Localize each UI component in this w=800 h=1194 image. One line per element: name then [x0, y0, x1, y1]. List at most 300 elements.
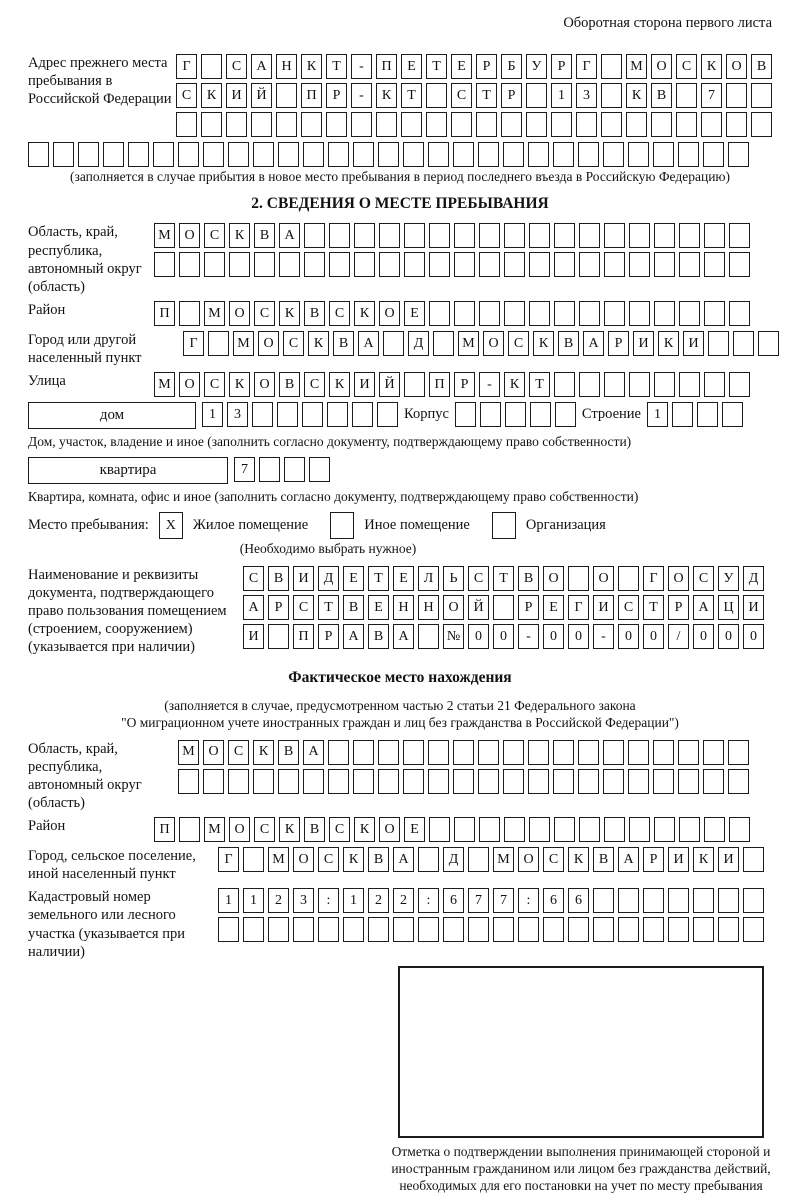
char-box[interactable]: М	[458, 331, 479, 356]
char-box[interactable]: О	[543, 566, 564, 591]
char-box[interactable]	[603, 769, 624, 794]
char-box[interactable]	[579, 223, 600, 248]
char-box[interactable]: К	[354, 817, 375, 842]
char-box[interactable]	[203, 769, 224, 794]
char-box[interactable]: Й	[379, 372, 400, 397]
char-box[interactable]	[679, 223, 700, 248]
char-box[interactable]	[179, 817, 200, 842]
char-box[interactable]	[643, 888, 664, 913]
char-box[interactable]	[418, 847, 439, 872]
char-box[interactable]: В	[343, 595, 364, 620]
char-box[interactable]: К	[701, 54, 722, 79]
char-box[interactable]	[468, 847, 489, 872]
char-box[interactable]	[493, 595, 514, 620]
char-box[interactable]	[376, 112, 397, 137]
char-box[interactable]: К	[504, 372, 525, 397]
char-box[interactable]: С	[508, 331, 529, 356]
char-box[interactable]	[628, 740, 649, 765]
char-box[interactable]: С	[304, 372, 325, 397]
char-box[interactable]	[629, 223, 650, 248]
char-box[interactable]: К	[229, 223, 250, 248]
char-box[interactable]	[128, 142, 149, 167]
char-box[interactable]	[528, 740, 549, 765]
char-box[interactable]	[579, 252, 600, 277]
char-box[interactable]	[404, 372, 425, 397]
char-box[interactable]: А	[251, 54, 272, 79]
char-box[interactable]: Р	[454, 372, 475, 397]
char-box[interactable]	[693, 888, 714, 913]
char-box[interactable]	[178, 142, 199, 167]
char-box[interactable]: С	[254, 301, 275, 326]
char-box[interactable]: А	[279, 223, 300, 248]
char-box[interactable]: О	[293, 847, 314, 872]
char-box[interactable]	[78, 142, 99, 167]
char-box[interactable]	[251, 112, 272, 137]
char-box[interactable]	[243, 847, 264, 872]
char-box[interactable]	[328, 769, 349, 794]
char-box[interactable]: К	[693, 847, 714, 872]
char-box[interactable]	[701, 112, 722, 137]
char-box[interactable]: 2	[368, 888, 389, 913]
char-box[interactable]: А	[393, 847, 414, 872]
char-box[interactable]: 2	[268, 888, 289, 913]
char-box[interactable]	[453, 142, 474, 167]
char-box[interactable]	[208, 331, 229, 356]
residential-checkbox[interactable]: X	[159, 512, 183, 539]
char-box[interactable]: Т	[318, 595, 339, 620]
char-box[interactable]	[553, 142, 574, 167]
char-box[interactable]	[254, 252, 275, 277]
char-box[interactable]: С	[293, 595, 314, 620]
char-box[interactable]: Г	[176, 54, 197, 79]
char-box[interactable]: Р	[643, 847, 664, 872]
char-box[interactable]: О	[593, 566, 614, 591]
char-box[interactable]: Т	[368, 566, 389, 591]
char-box[interactable]	[253, 142, 274, 167]
char-box[interactable]: Т	[426, 54, 447, 79]
char-box[interactable]	[379, 223, 400, 248]
char-box[interactable]	[201, 54, 222, 79]
char-box[interactable]: 0	[693, 624, 714, 649]
char-box[interactable]	[628, 142, 649, 167]
char-box[interactable]	[279, 252, 300, 277]
char-box[interactable]: -	[518, 624, 539, 649]
char-box[interactable]	[729, 252, 750, 277]
char-box[interactable]: И	[293, 566, 314, 591]
char-box[interactable]	[668, 888, 689, 913]
char-box[interactable]: С	[468, 566, 489, 591]
char-box[interactable]: О	[258, 331, 279, 356]
char-box[interactable]	[668, 917, 689, 942]
char-box[interactable]	[377, 402, 398, 427]
char-box[interactable]	[478, 769, 499, 794]
char-box[interactable]	[654, 817, 675, 842]
char-box[interactable]: Е	[451, 54, 472, 79]
char-box[interactable]: В	[651, 83, 672, 108]
char-box[interactable]	[626, 112, 647, 137]
char-box[interactable]	[729, 301, 750, 326]
char-box[interactable]	[201, 112, 222, 137]
char-box[interactable]: С	[254, 817, 275, 842]
char-box[interactable]	[368, 917, 389, 942]
char-box[interactable]: Д	[318, 566, 339, 591]
char-box[interactable]	[504, 817, 525, 842]
char-box[interactable]	[503, 740, 524, 765]
char-box[interactable]: А	[618, 847, 639, 872]
char-box[interactable]	[529, 301, 550, 326]
char-box[interactable]: :	[418, 888, 439, 913]
char-box[interactable]	[278, 142, 299, 167]
char-box[interactable]	[351, 112, 372, 137]
char-box[interactable]	[653, 769, 674, 794]
char-box[interactable]: У	[526, 54, 547, 79]
char-box[interactable]	[618, 888, 639, 913]
char-box[interactable]: 0	[493, 624, 514, 649]
char-box[interactable]: С	[204, 223, 225, 248]
char-box[interactable]: 7	[493, 888, 514, 913]
char-box[interactable]	[252, 402, 273, 427]
char-box[interactable]	[454, 223, 475, 248]
char-box[interactable]: М	[204, 817, 225, 842]
char-box[interactable]	[579, 301, 600, 326]
char-box[interactable]: 0	[543, 624, 564, 649]
char-box[interactable]	[328, 740, 349, 765]
char-box[interactable]: 7	[234, 457, 255, 482]
char-box[interactable]	[728, 769, 749, 794]
char-box[interactable]: С	[329, 817, 350, 842]
char-box[interactable]	[429, 223, 450, 248]
char-box[interactable]	[528, 769, 549, 794]
char-box[interactable]	[603, 142, 624, 167]
char-box[interactable]: К	[533, 331, 554, 356]
char-box[interactable]	[501, 112, 522, 137]
char-box[interactable]	[479, 252, 500, 277]
char-box[interactable]	[103, 142, 124, 167]
char-box[interactable]	[429, 301, 450, 326]
char-box[interactable]: В	[593, 847, 614, 872]
char-box[interactable]	[653, 142, 674, 167]
char-box[interactable]: В	[254, 223, 275, 248]
char-box[interactable]: Г	[218, 847, 239, 872]
char-box[interactable]: 3	[227, 402, 248, 427]
char-box[interactable]	[277, 402, 298, 427]
char-box[interactable]	[526, 112, 547, 137]
char-box[interactable]: А	[583, 331, 604, 356]
char-box[interactable]	[743, 917, 764, 942]
char-box[interactable]	[603, 740, 624, 765]
char-box[interactable]	[601, 54, 622, 79]
char-box[interactable]	[729, 223, 750, 248]
char-box[interactable]: Т	[529, 372, 550, 397]
char-box[interactable]: С	[204, 372, 225, 397]
char-box[interactable]	[176, 112, 197, 137]
char-box[interactable]: В	[333, 331, 354, 356]
char-box[interactable]: К	[308, 331, 329, 356]
char-box[interactable]: 0	[618, 624, 639, 649]
char-box[interactable]	[618, 917, 639, 942]
char-box[interactable]	[504, 301, 525, 326]
char-box[interactable]	[654, 301, 675, 326]
char-box[interactable]	[503, 142, 524, 167]
char-box[interactable]: Р	[476, 54, 497, 79]
char-box[interactable]	[453, 769, 474, 794]
char-box[interactable]	[179, 301, 200, 326]
char-box[interactable]: 1	[243, 888, 264, 913]
char-box[interactable]	[454, 252, 475, 277]
char-box[interactable]	[543, 917, 564, 942]
char-box[interactable]	[268, 917, 289, 942]
char-box[interactable]: -	[479, 372, 500, 397]
char-box[interactable]: М	[154, 223, 175, 248]
other-premises-checkbox[interactable]	[330, 512, 354, 539]
char-box[interactable]: С	[676, 54, 697, 79]
char-box[interactable]: 3	[576, 83, 597, 108]
char-box[interactable]	[628, 769, 649, 794]
char-box[interactable]	[179, 252, 200, 277]
char-box[interactable]: С	[693, 566, 714, 591]
char-box[interactable]	[428, 740, 449, 765]
char-box[interactable]: К	[354, 301, 375, 326]
char-box[interactable]	[568, 566, 589, 591]
char-box[interactable]	[229, 252, 250, 277]
char-box[interactable]: Р	[518, 595, 539, 620]
char-box[interactable]	[530, 402, 551, 427]
char-box[interactable]: 1	[218, 888, 239, 913]
char-box[interactable]	[504, 223, 525, 248]
char-box[interactable]	[343, 917, 364, 942]
char-box[interactable]	[504, 252, 525, 277]
char-box[interactable]: -	[351, 54, 372, 79]
char-box[interactable]: О	[726, 54, 747, 79]
char-box[interactable]	[318, 917, 339, 942]
char-box[interactable]	[404, 252, 425, 277]
char-box[interactable]	[503, 769, 524, 794]
char-box[interactable]: Р	[551, 54, 572, 79]
char-box[interactable]	[554, 372, 575, 397]
char-box[interactable]: -	[351, 83, 372, 108]
char-box[interactable]	[743, 888, 764, 913]
char-box[interactable]	[654, 252, 675, 277]
house-type-box[interactable]	[28, 402, 196, 429]
char-box[interactable]	[679, 817, 700, 842]
char-box[interactable]	[378, 740, 399, 765]
char-box[interactable]	[401, 112, 422, 137]
char-box[interactable]	[703, 142, 724, 167]
char-box[interactable]	[733, 331, 754, 356]
char-box[interactable]	[443, 917, 464, 942]
char-box[interactable]: П	[293, 624, 314, 649]
char-box[interactable]: 0	[468, 624, 489, 649]
char-box[interactable]	[554, 301, 575, 326]
char-box[interactable]	[418, 624, 439, 649]
char-box[interactable]: И	[683, 331, 704, 356]
char-box[interactable]: В	[304, 817, 325, 842]
char-box[interactable]	[353, 142, 374, 167]
char-box[interactable]	[309, 457, 330, 482]
char-box[interactable]	[178, 769, 199, 794]
char-box[interactable]	[704, 372, 725, 397]
char-box[interactable]: Р	[608, 331, 629, 356]
char-box[interactable]: И	[354, 372, 375, 397]
char-box[interactable]: Е	[404, 301, 425, 326]
apartment-type-box[interactable]	[28, 457, 228, 484]
char-box[interactable]: О	[229, 817, 250, 842]
char-box[interactable]: О	[203, 740, 224, 765]
char-box[interactable]	[518, 917, 539, 942]
char-box[interactable]: У	[718, 566, 739, 591]
char-box[interactable]: М	[233, 331, 254, 356]
char-box[interactable]	[704, 223, 725, 248]
char-box[interactable]	[301, 112, 322, 137]
char-box[interactable]	[629, 817, 650, 842]
char-box[interactable]: С	[283, 331, 304, 356]
char-box[interactable]: К	[329, 372, 350, 397]
char-box[interactable]: Р	[326, 83, 347, 108]
char-box[interactable]	[403, 740, 424, 765]
char-box[interactable]	[428, 142, 449, 167]
char-box[interactable]	[328, 142, 349, 167]
char-box[interactable]	[393, 917, 414, 942]
char-box[interactable]	[228, 142, 249, 167]
char-box[interactable]: Е	[368, 595, 389, 620]
char-box[interactable]: А	[243, 595, 264, 620]
char-box[interactable]	[578, 769, 599, 794]
char-box[interactable]: Т	[476, 83, 497, 108]
char-box[interactable]	[568, 917, 589, 942]
char-box[interactable]: В	[368, 847, 389, 872]
char-box[interactable]	[480, 402, 501, 427]
char-box[interactable]: С	[318, 847, 339, 872]
char-box[interactable]	[327, 402, 348, 427]
char-box[interactable]	[726, 83, 747, 108]
char-box[interactable]: /	[668, 624, 689, 649]
char-box[interactable]	[722, 402, 743, 427]
char-box[interactable]	[704, 817, 725, 842]
char-box[interactable]: А	[393, 624, 414, 649]
char-box[interactable]	[493, 917, 514, 942]
char-box[interactable]	[629, 252, 650, 277]
char-box[interactable]: Г	[643, 566, 664, 591]
char-box[interactable]: О	[518, 847, 539, 872]
char-box[interactable]: О	[379, 817, 400, 842]
char-box[interactable]: 0	[643, 624, 664, 649]
char-box[interactable]: М	[268, 847, 289, 872]
char-box[interactable]	[678, 769, 699, 794]
char-box[interactable]	[554, 252, 575, 277]
char-box[interactable]	[553, 769, 574, 794]
char-box[interactable]	[676, 83, 697, 108]
char-box[interactable]: С	[176, 83, 197, 108]
char-box[interactable]	[697, 402, 718, 427]
char-box[interactable]: К	[626, 83, 647, 108]
char-box[interactable]: И	[718, 847, 739, 872]
char-box[interactable]: Е	[404, 817, 425, 842]
char-box[interactable]	[579, 372, 600, 397]
char-box[interactable]	[203, 142, 224, 167]
char-box[interactable]	[276, 83, 297, 108]
char-box[interactable]	[743, 847, 764, 872]
char-box[interactable]	[253, 769, 274, 794]
char-box[interactable]	[601, 83, 622, 108]
char-box[interactable]: Р	[668, 595, 689, 620]
char-box[interactable]: Й	[251, 83, 272, 108]
char-box[interactable]	[529, 252, 550, 277]
char-box[interactable]	[758, 331, 779, 356]
char-box[interactable]: М	[154, 372, 175, 397]
char-box[interactable]	[404, 223, 425, 248]
char-box[interactable]	[379, 252, 400, 277]
char-box[interactable]	[478, 740, 499, 765]
char-box[interactable]	[218, 917, 239, 942]
char-box[interactable]: П	[154, 817, 175, 842]
char-box[interactable]	[454, 301, 475, 326]
char-box[interactable]: В	[751, 54, 772, 79]
char-box[interactable]	[353, 740, 374, 765]
char-box[interactable]: О	[651, 54, 672, 79]
char-box[interactable]: О	[379, 301, 400, 326]
char-box[interactable]: Е	[343, 566, 364, 591]
char-box[interactable]: Е	[401, 54, 422, 79]
char-box[interactable]: М	[204, 301, 225, 326]
char-box[interactable]: К	[279, 817, 300, 842]
char-box[interactable]	[604, 372, 625, 397]
char-box[interactable]: 0	[568, 624, 589, 649]
char-box[interactable]: Н	[393, 595, 414, 620]
char-box[interactable]: В	[268, 566, 289, 591]
char-box[interactable]: 6	[543, 888, 564, 913]
char-box[interactable]	[455, 402, 476, 427]
char-box[interactable]	[729, 372, 750, 397]
char-box[interactable]	[528, 142, 549, 167]
char-box[interactable]	[593, 917, 614, 942]
char-box[interactable]	[693, 917, 714, 942]
char-box[interactable]	[304, 252, 325, 277]
organization-checkbox[interactable]	[492, 512, 516, 539]
char-box[interactable]: К	[376, 83, 397, 108]
char-box[interactable]: И	[743, 595, 764, 620]
char-box[interactable]	[426, 83, 447, 108]
char-box[interactable]: П	[154, 301, 175, 326]
char-box[interactable]	[751, 112, 772, 137]
char-box[interactable]	[468, 917, 489, 942]
char-box[interactable]: Д	[443, 847, 464, 872]
char-box[interactable]: Г	[576, 54, 597, 79]
char-box[interactable]	[653, 740, 674, 765]
char-box[interactable]	[226, 112, 247, 137]
char-box[interactable]	[529, 223, 550, 248]
char-box[interactable]: П	[376, 54, 397, 79]
char-box[interactable]	[678, 740, 699, 765]
char-box[interactable]	[729, 817, 750, 842]
char-box[interactable]: С	[618, 595, 639, 620]
char-box[interactable]	[751, 83, 772, 108]
char-box[interactable]: В	[368, 624, 389, 649]
char-box[interactable]	[578, 142, 599, 167]
char-box[interactable]	[228, 769, 249, 794]
char-box[interactable]	[378, 142, 399, 167]
char-box[interactable]: В	[278, 740, 299, 765]
char-box[interactable]	[676, 112, 697, 137]
char-box[interactable]	[403, 142, 424, 167]
char-box[interactable]: И	[633, 331, 654, 356]
char-box[interactable]	[601, 112, 622, 137]
char-box[interactable]	[276, 112, 297, 137]
char-box[interactable]	[293, 917, 314, 942]
char-box[interactable]: К	[253, 740, 274, 765]
char-box[interactable]	[703, 769, 724, 794]
char-box[interactable]: Г	[183, 331, 204, 356]
char-box[interactable]	[418, 917, 439, 942]
